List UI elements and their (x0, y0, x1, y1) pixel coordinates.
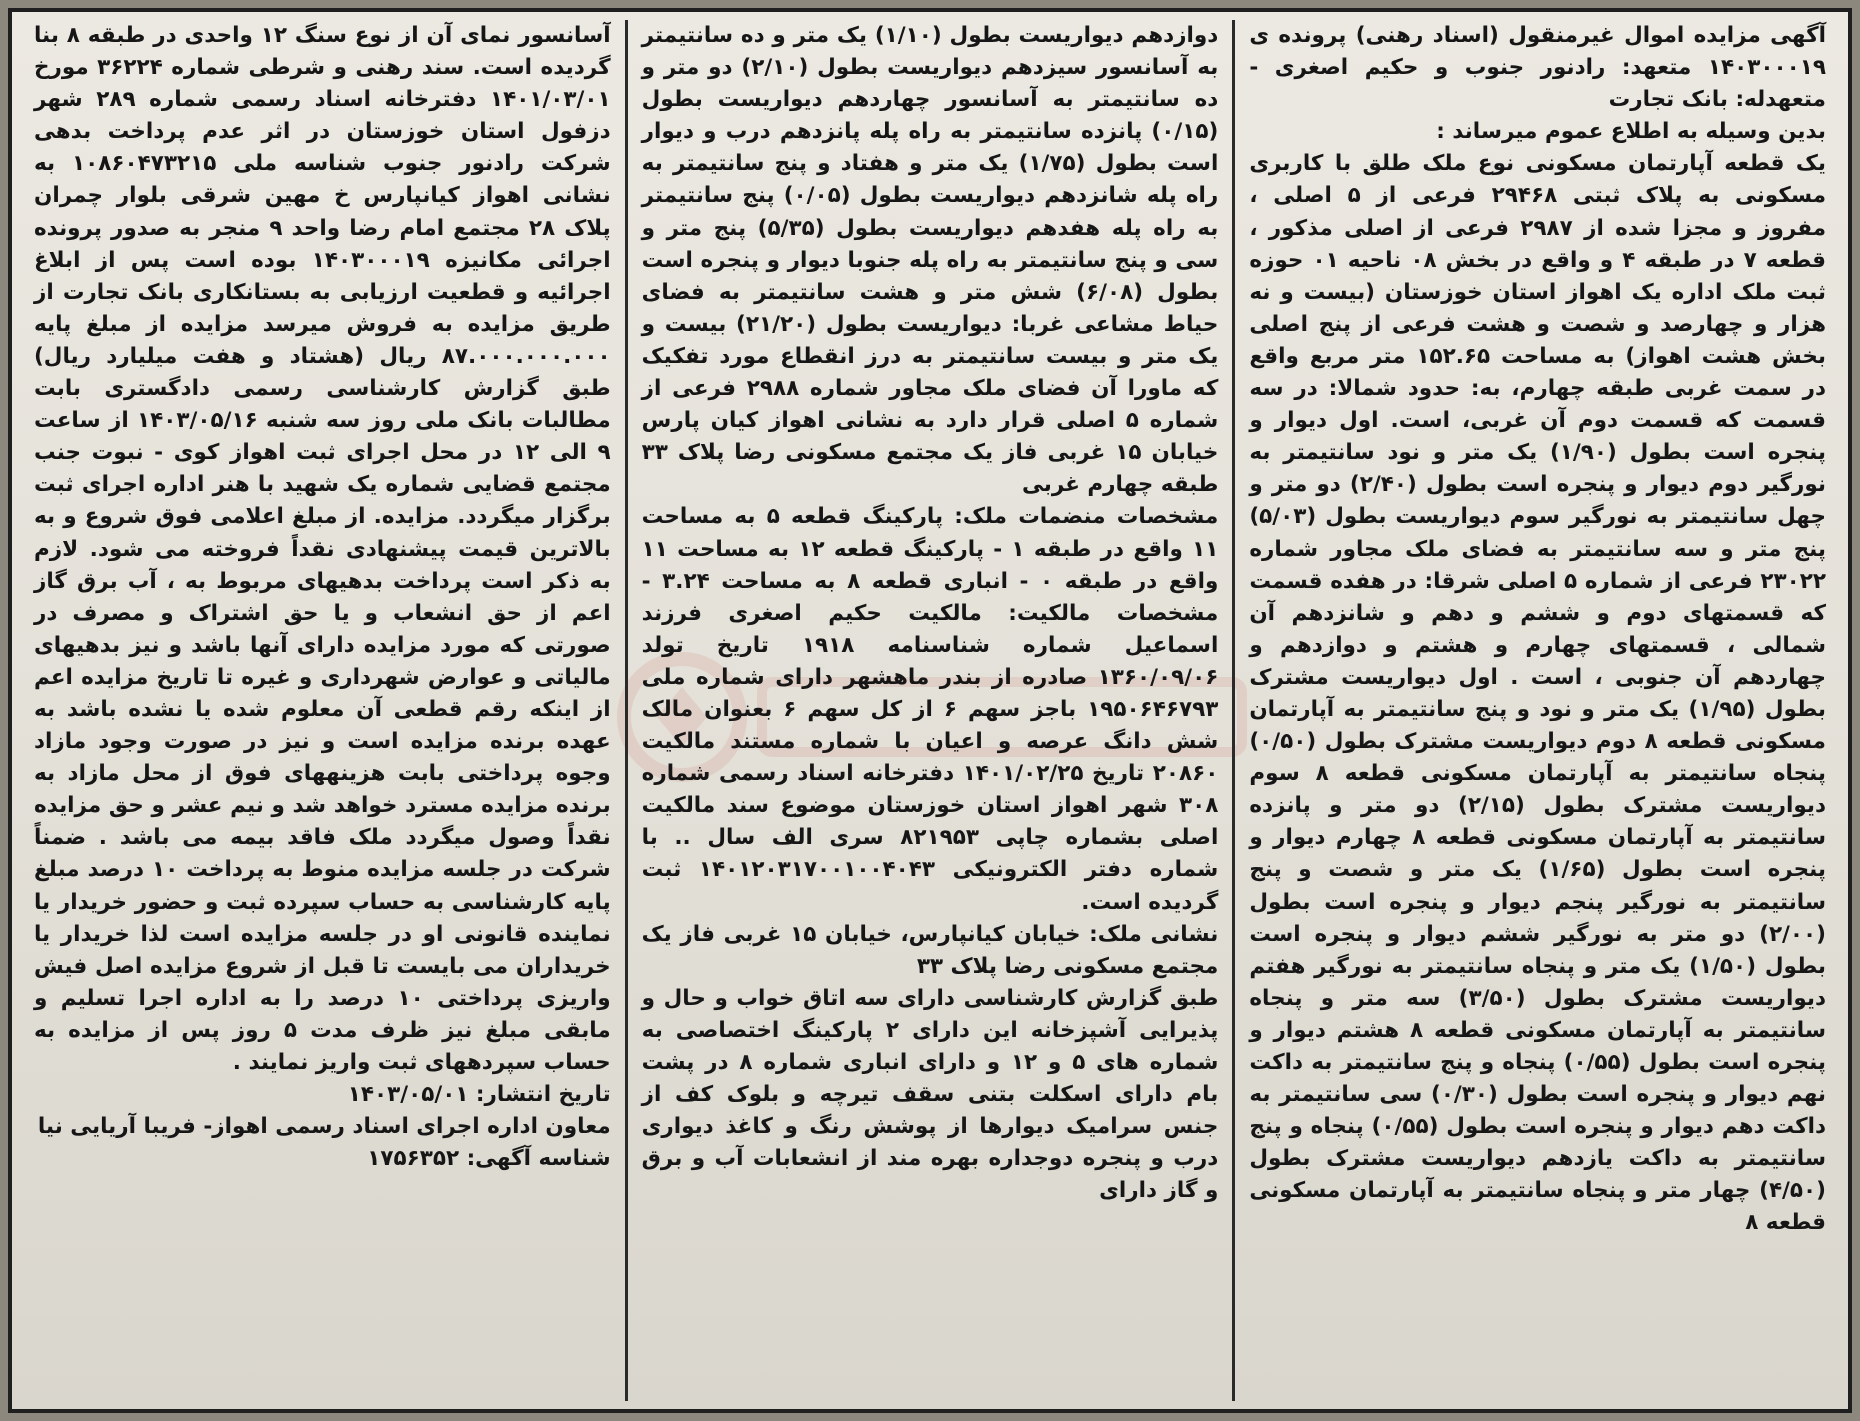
notice-intro: بدین وسیله به اطلاع عموم میرساند : (1436, 119, 1826, 145)
notice-id: شناسه آگهی: ۱۷۵۶۳۵۲ (367, 1146, 611, 1172)
publish-date: تاریخ انتشار: ۱۴۰۳/۰۵/۰۱ (347, 1082, 611, 1108)
property-address: نشانی ملک: خیابان کیانپارس، خیابان ۱۵ غربی فاز یک مجتمع مسکونی رضا پلاک ۳۳ (641, 921, 1219, 979)
column-middle (628, 20, 1233, 1401)
property-boundaries: دوازدهم دیواریست بطول (۱/۱۰) یک متر و ده سانتیمتر به آسانسور سیزدهم دیواریست بطول (۲/۱۰) دو متر و ده سانتیمتر به آسانسور چهاردهم دیواریست بطول (۰/۱۵) پانزده سانتیمتر به راه پله پانزدهم درب و دیوار است بطول (۱/۷۵) یک متر و هفتاد و پنج سانتیمتر به راه پله شانزدهم دیواریست بطول (۰/۰۵) پنج سانتیمتر به راه پله هفدهم دیواریست بطول (۵/۳۵) پنج متر و سی و پنج سانتیمتر به راه پله جنوبا دیوار و پنجره است بطول (۶/۰۸) شش متر و هشت سانتیمتر به فضای حیاط مشاعی غربا: دیواریست بطول (۲۱/۲۰) بیست و یک متر و بیست سانتیمتر به درز انقطاع مورد تفکیک که ماورا آن فضای ملک مجاور شماره ۲۹۸۸ فرعی از شماره ۵ اصلی قرار دارد به نشانی اهواز کیان پارس خیابان ۱۵ غربی فاز یک مجتمع مسکونی رضا پلاک ۳۳ طبقه چهارم غربی (641, 23, 1219, 498)
column-divider (625, 20, 628, 1401)
auction-terms: آسانسور نمای آن از نوع سنگ ۱۲ واحدی در طبقه ۸ بنا گردیده است. سند رهنی و شرطی شماره ۳۶۲۲۴ مورخ ۱۴۰۱/۰۳/۰۱ دفترخانه اسناد رسمی شماره ۲۸۹ شهر دزفول استان خوزستان در اثر عدم پرداخت بدهی شرکت رادنور جنوب شناسه ملی ۱۰۸۶۰۴۷۳۲۱۵ به نشانی اهواز کیانپارس خ مهین شرقی بلوار چمران پلاک ۲۸ مجتمع امام رضا واحد ۹ منجر به صدور پرونده اجرائی مکانیزه ۱۴۰۳۰۰۰۱۹ بوده است پس از ابلاغ اجرائیه و قطعیت ارزیابی به بستانکاری بانک تجارت از طریق مزایده به فروش میرسد مزایده از مبلغ پایه ۸۷.۰۰۰.۰۰۰.۰۰۰ ریال (هشتاد و هفت میلیارد ریال) طبق گزارش کارشناسی رسمی دادگستری بابت مطالبات بانک ملی روز سه شنبه ۱۴۰۳/۰۵/۱۶ از ساعت ۹ الی ۱۲ در محل اجرای ثبت اهواز کوی - نبوت جنب مجتمع قضایی شماره یک شهید با هنر اداره اجرای ثبت برگزار میگردد. مزایده. از مبلغ اعلامی فوق شروع و به بالاترین قیمت پیشنهادی نقداً فروخته می شود. لازم به ذکر است پرداخت بدهیهای مربوط به ، آب برق گاز اعم از حق انشعاب و یا حق اشتراک و مصرف در صورتی که مورد مزایده دارای آنها باشد و نیز بدهیهای مالیاتی و عوارض شهرداری و غیره تا تاریخ مزایده اعم از اینکه رقم قطعی آن معلوم شده یا نشده باشد به عهده برنده مزایده است و نیز در صورت وجود مازاد وجوه پرداختی بابت هزینههای فوق از محل مازاد به برنده مزایده مسترد خواهد شد و نیم عشر و حق مزایده نقداً وصول میگردد ملک فاقد بیمه می باشد . ضمناً شرکت در جلسه مزایده منوط به پرداخت ۱۰ درصد مبلغ پایه کارشناسی به حساب سپرده ثبت و حضور خریدار یا نماینده قانونی او در جلسه مزایده است لذا خریدار یا خریداران می بایست تا قبل از شروع مزایده اصل فیش واریزی پرداختی ۱۰ درصد را به اداره اجرا تسلیم و مابقی مبلغ نیز ظرف مدت ۵ روز پس از مزایده به حساب سپردههای ثبت واریز نمایند . (33, 23, 611, 1075)
column-right (1235, 20, 1840, 1401)
property-description: یک قطعه آپارتمان مسکونی نوع ملک طلق با کاربری مسکونی به پلاک ثبتی ۲۹۴۶۸ فرعی از ۵ اصلی ، مفروز و مجزا شده از ۲۹۸۷ فرعی از اصلی مذکور ، قطعه ۷ در طبقه ۴ و واقع در بخش ۰۸ ناحیه ۰۱ حوزه ثبت ملک اداره یک اهواز استان خوزستان (بیست و نه هزار و چهارصد و شصت و هشت فرعی از پنج اصلی بخش هشت اهواز) به مساحت ۱۵۲.۶۵ متر مربع واقع در سمت غربی طبقه چهارم، به: حدود شمالا: در سه قسمت که قسمت دوم آن غربی، است. اول دیوار و پنجره است بطول (۱/۹۰) یک متر و نود سانتیمتر به نورگیر دوم دیوار و پنجره است بطول (۲/۴۰) دو متر و چهل سانتیمتر به نورگیر سوم دیواریست بطول (۵/۰۳) پنج متر و سه سانتیمتر به فضای ملک مجاور شماره ۲۳۰۲۲ فرعی از شماره ۵ اصلی شرقا: در هفده قسمت که قسمتهای دوم و ششم و دهم و شانزدهم آن شمالی ، قسمتهای چهارم و هشتم و دوازدهم و چهاردهم آن جنوبی ، است . اول دیواریست مشترک بطول (۱/۹۵) یک متر و نود و پنج سانتیمتر به آپارتمان مسکونی قطعه ۸ دوم دیواریست مشترک بطول (۰/۵۰) پنجاه سانتیمتر به آپارتمان مسکونی قطعه ۸ سوم دیواریست مشترک بطول (۲/۱۵) دو متر و پانزده سانتیمتر به آپارتمان مسکونی قطعه ۸ چهارم دیوار و پنجره است بطول (۱/۶۵) یک متر و شصت و پنج سانتیمتر به نورگیر پنجم دیوار و پنجره است بطول (۲/۰۰) دو متر به نورگیر ششم دیوار و پنجره است بطول (۱/۵۰) یک متر و پنجاه سانتیمتر به نورگیر هفتم دیواریست مشترک بطول (۳/۵۰) سه متر و پنجاه سانتیمتر به آپارتمان مسکونی قطعه ۸ هشتم دیوار و پنجره است بطول (۰/۵۵) پنجاه و پنج سانتیمتر به داکت نهم دیوار و پنجره است بطول (۰/۳۰) سی سانتیمتر به داکت دهم دیوار و پنجره است بطول (۰/۵۵) پنجاه و پنج سانتیمتر به داکت یازدهم دیواریست مشترک بطول (۴/۵۰) چهار متر و پنجاه سانتیمتر به آپارتمان مسکونی قطعه ۸ (1249, 151, 1827, 1236)
signature-line: معاون اداره اجرای اسناد رسمی اهواز- فریبا آریایی نیا (37, 1114, 611, 1140)
newspaper-clipping (8, 8, 1852, 1413)
property-appurtenances: مشخصات منضمات ملک: پارکینگ قطعه ۵ به مساحت ۱۱ واقع در طبقه ۱ - پارکینگ قطعه ۱۲ به مساحت ۱۱ واقع در طبقه ۰ - انباری قطعه ۸ به مساحت ۳.۲۴ - مشخصات مالکیت: مالکیت حکیم اصغری فرزند اسماعیل شماره شناسنامه ۱۹۱۸ تاریخ تولد ۱۳۶۰/۰۹/۰۶ صادره از بندر ماهشهر دارای شماره ملی ۱۹۵۰۶۴۶۷۹۳ باجز سهم ۶ از کل سهم ۶ بعنوان مالک شش دانگ عرصه و اعیان با شماره مستند مالکیت ۲۰۸۶۰ تاریخ ۱۴۰۱/۰۲/۲۵ دفترخانه اسناد رسمی شماره ۳۰۸ شهر اهواز استان خوزستان موضوع سند مالکیت اصلی بشماره چاپی ۸۲۱۹۵۳ سری الف سال .. با شماره دفتر الکترونیکی ۱۴۰۱۲۰۳۱۷۰۰۱۰۰۴۰۴۳ ثبت گردیده است. (641, 504, 1219, 915)
notice-columns (20, 20, 1840, 1401)
column-left (20, 20, 625, 1401)
column-divider (1232, 20, 1235, 1401)
expert-report: طبق گزارش کارشناسی دارای سه اتاق خواب و حال و پذیرایی آشپزخانه این دارای ۲ پارکینگ اختصاصی به شماره های ۵ و ۱۲ و دارای انباری شماره ۸ در پشت بام دارای اسکلت بتنی سقف تیرچه و بلوک کف از جنس سرامیک دیوارها از پوشش رنگ و کاغذ دیواری درب و پنجره دوجداره بهره مند از انشعابات آب و برق و گاز دارای (641, 985, 1219, 1204)
notice-heading: آگهی مزایده اموال غیرمنقول (اسناد رهنی) پرونده ی ۱۴۰۳۰۰۰۱۹ متعهد: رادنور جنوب و حکیم اصغری - متعهدله: بانک تجارت (1249, 23, 1826, 113)
